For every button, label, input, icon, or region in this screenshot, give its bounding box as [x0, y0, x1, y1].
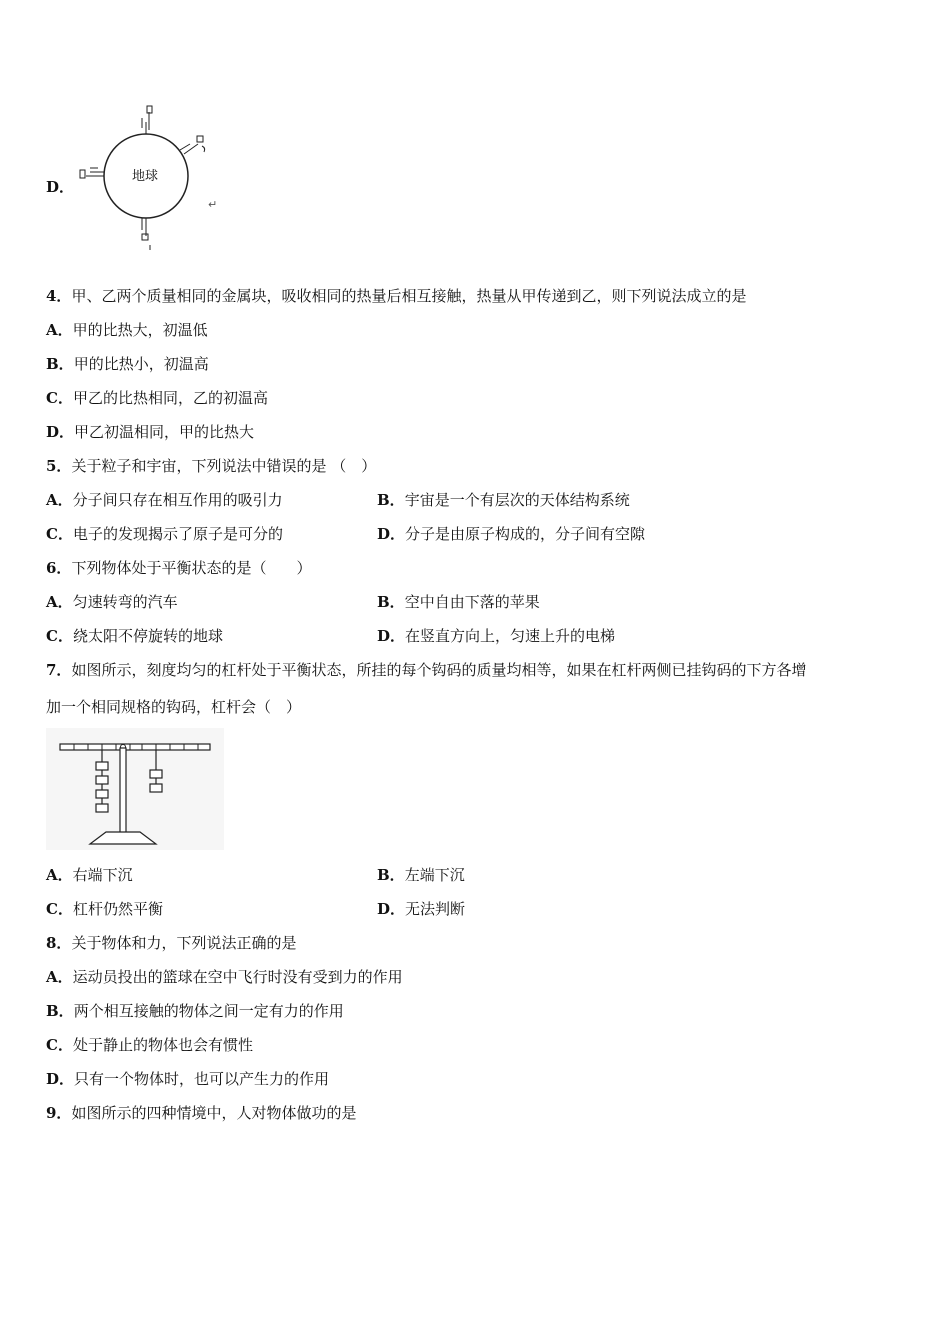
question-number: 8．: [46, 934, 72, 952]
right-person-icon: [180, 136, 205, 154]
option-text: 两个相互接触的物体之间一定有力的作用: [73, 1002, 344, 1020]
option-text: 甲的比热大，初温低: [72, 321, 208, 339]
option-letter: A．: [46, 866, 73, 884]
option-letter: D．: [377, 900, 406, 918]
question-number: 4．: [46, 287, 72, 305]
question-number: 5．: [46, 457, 72, 475]
question-text: 下列物体处于平衡状态的是（ ）: [71, 559, 312, 577]
question-number: 6．: [46, 559, 72, 577]
option-letter: B．: [377, 593, 405, 611]
lever-beam: [60, 744, 210, 750]
q7-stem-line2: [46, 697, 301, 717]
q5-option-d[interactable]: [377, 524, 645, 544]
question-text: 关于粒子和宇宙，下列说法中错误的是 （ ）: [71, 457, 377, 475]
question-number: 9．: [46, 1104, 72, 1122]
q5-option-b[interactable]: [377, 490, 630, 510]
q4-option-b[interactable]: [46, 354, 209, 374]
option-letter: B．: [377, 866, 405, 884]
q8-stem: [46, 933, 296, 953]
q6-option-a[interactable]: [46, 592, 178, 612]
q7-option-d[interactable]: [377, 899, 465, 919]
option-text: 分子是由原子构成的，分子间有空隙: [405, 525, 646, 543]
q8-option-b[interactable]: [46, 1001, 344, 1021]
q4-option-d[interactable]: [46, 422, 254, 442]
option-text: 只有一个物体时，也可以产生力的作用: [74, 1070, 330, 1088]
option-letter: A．: [46, 593, 73, 611]
option-text: 无法判断: [405, 900, 466, 918]
option-text: 甲乙的比热相同，乙的初温高: [72, 389, 268, 407]
question-text: 如图所示的四种情境中，人对物体做功的是: [71, 1104, 357, 1122]
q5-stem: [46, 456, 376, 476]
option-text: 空中自由下落的苹果: [404, 593, 540, 611]
option-letter: C．: [46, 1036, 73, 1054]
option-text: 右端下沉: [72, 866, 133, 884]
q6-option-b[interactable]: [377, 592, 540, 612]
option-letter: D．: [377, 525, 406, 543]
option-text: 左端下沉: [404, 866, 465, 884]
option-text: 在竖直方向上，匀速上升的电梯: [405, 627, 616, 645]
return-mark: ↵: [208, 198, 218, 211]
q8-option-c[interactable]: [46, 1035, 253, 1055]
q5-option-a[interactable]: [46, 490, 283, 510]
option-text: 匀速转弯的汽车: [72, 593, 178, 611]
option-text: 运动员投出的篮球在空中飞行时没有受到力的作用: [72, 968, 403, 986]
q8-option-d[interactable]: [46, 1069, 329, 1089]
option-letter: D．: [377, 627, 406, 645]
option-text: 分子间只存在相互作用的吸引力: [72, 491, 283, 509]
q4-option-a[interactable]: [46, 320, 208, 340]
option-letter: C．: [46, 627, 73, 645]
q9-stem: [46, 1103, 356, 1123]
option-text: 绕太阳不停旋转的地球: [72, 627, 223, 645]
q6-option-d[interactable]: [377, 626, 615, 646]
question-text: 甲、乙两个质量相同的金属块，吸收相同的热量后相互接触，热量从甲传递到乙，则下列说法成立的是: [71, 287, 747, 305]
q5-option-c[interactable]: [46, 524, 283, 544]
q8-option-a[interactable]: [46, 967, 403, 987]
question-number: 7．: [46, 661, 72, 679]
q7-option-b[interactable]: [377, 865, 465, 885]
q3-option-d: [46, 177, 74, 197]
q4-stem: [46, 286, 746, 306]
option-text: 宇宙是一个有层次的天体结构系统: [404, 491, 630, 509]
option-letter: D．: [46, 423, 75, 441]
top-person-icon: [142, 106, 152, 134]
option-text: 甲乙初温相同，甲的比热大: [74, 423, 255, 441]
earth-figure: [76, 100, 226, 260]
option-letter: B．: [377, 491, 405, 509]
lever-figure: [46, 728, 224, 850]
option-text: 电子的发现揭示了原子是可分的: [72, 525, 283, 543]
q4-option-c[interactable]: [46, 388, 268, 408]
question-text: 关于物体和力，下列说法正确的是: [71, 934, 297, 952]
stand-pole: [120, 748, 126, 836]
option-letter: D．: [46, 178, 75, 196]
option-letter: C．: [46, 900, 73, 918]
q6-stem: [46, 558, 311, 578]
option-text: 杠杆仍然平衡: [72, 900, 163, 918]
q7-stem-line1: [46, 660, 806, 680]
option-letter: A．: [46, 491, 73, 509]
q7-option-c[interactable]: [46, 899, 163, 919]
option-letter: B．: [46, 1002, 74, 1020]
option-letter: A．: [46, 968, 73, 986]
option-letter: C．: [46, 525, 73, 543]
q6-option-c[interactable]: [46, 626, 223, 646]
question-text: 加一个相同规格的钩码，杠杆会（ ）: [46, 698, 302, 716]
earth-label: 地球: [132, 169, 159, 184]
option-letter: B．: [46, 355, 74, 373]
option-letter: C．: [46, 389, 73, 407]
option-letter: D．: [46, 1070, 75, 1088]
option-text: 处于静止的物体也会有惯性: [72, 1036, 253, 1054]
q7-option-a[interactable]: [46, 865, 133, 885]
bottom-person-icon: [142, 218, 150, 250]
left-person-icon: [80, 168, 104, 178]
option-letter: A．: [46, 321, 73, 339]
option-text: 甲的比热小，初温高: [73, 355, 209, 373]
question-text: 如图所示，刻度均匀的杠杆处于平衡状态，所挂的每个钩码的质量均相等，如果在杠杆两侧已挂钩码的下方各增: [71, 661, 807, 679]
